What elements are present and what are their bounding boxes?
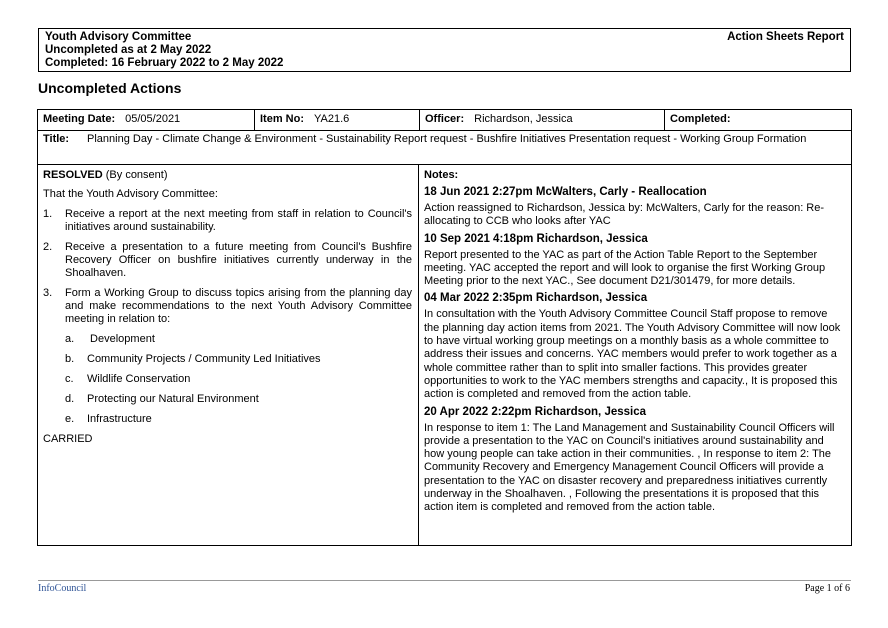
note-heading: 04 Mar 2022 2:35pm Richardson, Jessica bbox=[424, 292, 648, 305]
resolution-sub-item bbox=[43, 393, 412, 406]
resolved-suffix: (By consent) bbox=[102, 169, 168, 181]
meeting-date-value: 05/05/2021 bbox=[125, 113, 181, 125]
resolution-sub-item bbox=[43, 333, 412, 346]
carried-label: CARRIED bbox=[43, 433, 93, 445]
footer-divider bbox=[38, 580, 851, 581]
item-number: 3. bbox=[43, 287, 53, 299]
resolved-label: RESOLVED bbox=[43, 169, 103, 181]
officer-cell bbox=[420, 110, 665, 130]
sub-item-letter: d. bbox=[65, 393, 75, 405]
sub-item-letter: c. bbox=[65, 373, 74, 385]
sub-item-letter: a. bbox=[65, 333, 75, 345]
section-title: Uncompleted Actions bbox=[38, 80, 182, 96]
note-body: In response to item 1: The Land Management and Sustainability Council Officers will provide a presentation to the YAC on Council's initiatives around sustainability and how young people can take action in their communities. , In response to item 2: The Community Recovery and Emergency Management Council Officers will provide a presentation to the YAC on disaster recovery and preparedness initiatives currently underway in the Shoalhaven. , Following the presentations it is proposed that this action item is completed and removed from the action table. bbox=[424, 421, 835, 514]
action-meta-row bbox=[37, 109, 852, 131]
note-heading: 18 Jun 2021 2:27pm McWalters, Carly - Reallocation bbox=[424, 186, 707, 198]
resolution-intro: That the Youth Advisory Committee: bbox=[43, 188, 218, 200]
page-number: Page 1 of 6 bbox=[804, 583, 850, 594]
item-no-label: Item No: bbox=[260, 113, 304, 125]
sub-item-text: Protecting our Natural Environment bbox=[87, 393, 259, 405]
note-heading: 10 Sep 2021 4:18pm Richardson, Jessica bbox=[424, 232, 648, 245]
completed-cell bbox=[665, 110, 851, 130]
item-text: Receive a presentation to a future meeting from Council's Bushfire Recovery Officer on bushfire initiatives currently underway in the Shoalhaven. bbox=[65, 241, 412, 279]
resolution-item bbox=[43, 208, 412, 234]
resolution-sub-item bbox=[43, 353, 412, 366]
meeting-date-cell bbox=[38, 110, 255, 130]
title-label: Title: bbox=[43, 133, 70, 145]
sub-item-text: Development bbox=[87, 333, 155, 345]
officer-label: Officer: bbox=[425, 113, 465, 125]
resolved-heading bbox=[43, 169, 412, 181]
resolution-item bbox=[43, 287, 412, 326]
completed-range: Completed: 16 February 2022 to 2 May 2022 bbox=[45, 57, 284, 69]
sub-item-letter: e. bbox=[65, 413, 75, 425]
report-header bbox=[38, 28, 851, 72]
resolution-column bbox=[38, 165, 419, 545]
note-body: In consultation with the Youth Advisory Committee Council Staff propose to remove the planning day action items from 2021. The Youth Advisory Committee will now look to have virtual working group meetings on a monthly basis as a whole committee to address their issues and concerns. YAC members would prefer to work together as a whole committee rather than to split into smaller factions. This provides greater opportunities to work to the YAC members strengths and capacity., It is proposed this action is completed and removed from the action table. bbox=[424, 308, 841, 401]
resolution-sub-item bbox=[43, 413, 412, 426]
note-body: Action reassigned to Richardson, Jessica by: McWalters, Carly for the reason: Re-allocating to CCB who looks after YAC bbox=[424, 202, 825, 228]
completed-label: Completed: bbox=[670, 113, 731, 125]
committee-name: Youth Advisory Committee bbox=[45, 31, 192, 43]
note-heading: 20 Apr 2022 2:22pm Richardson, Jessica bbox=[424, 405, 647, 418]
sub-item-text: Wildlife Conservation bbox=[87, 373, 191, 385]
item-text: Form a Working Group to discuss topics arising from the planning day and make recommendations to the next Youth Advisory Committee meeting in relation to: bbox=[65, 287, 412, 325]
sub-item-text: Community Projects / Community Led Initiatives bbox=[87, 353, 321, 365]
resolution-sub-item bbox=[43, 373, 412, 386]
notes-label: Notes: bbox=[424, 169, 459, 181]
uncompleted-as-at: Uncompleted as at 2 May 2022 bbox=[45, 44, 212, 56]
report-name: Action Sheets Report bbox=[727, 31, 844, 43]
meeting-date-label: Meeting Date: bbox=[43, 113, 116, 125]
item-text: Receive a report at the next meeting from staff in relation to Council's initiatives around sustainability. bbox=[65, 208, 412, 233]
resolution-item bbox=[43, 241, 412, 280]
sub-item-letter: b. bbox=[65, 353, 75, 365]
item-no-cell bbox=[255, 110, 420, 130]
item-number: 1. bbox=[43, 208, 53, 220]
sub-item-text: Infrastructure bbox=[87, 413, 152, 425]
footer-brand: InfoCouncil bbox=[38, 583, 87, 594]
action-title-row bbox=[37, 130, 852, 165]
item-no-value: YA21.6 bbox=[314, 113, 350, 125]
item-number: 2. bbox=[43, 241, 53, 253]
action-body bbox=[37, 165, 852, 546]
note-body: Report presented to the YAC as part of the Action Table Report to the September meeting. YAC accepted the report and will look to organise the first Working Group Meeting prior to the next YAC., See document D21/301479, for more details. bbox=[424, 248, 826, 288]
title-value: Planning Day - Climate Change & Environment - Sustainability Report request - Bushfire Initiatives Presentation request - Working Group Formation bbox=[87, 133, 807, 145]
officer-value: Richardson, Jessica bbox=[474, 113, 573, 125]
notes-column bbox=[419, 165, 851, 545]
